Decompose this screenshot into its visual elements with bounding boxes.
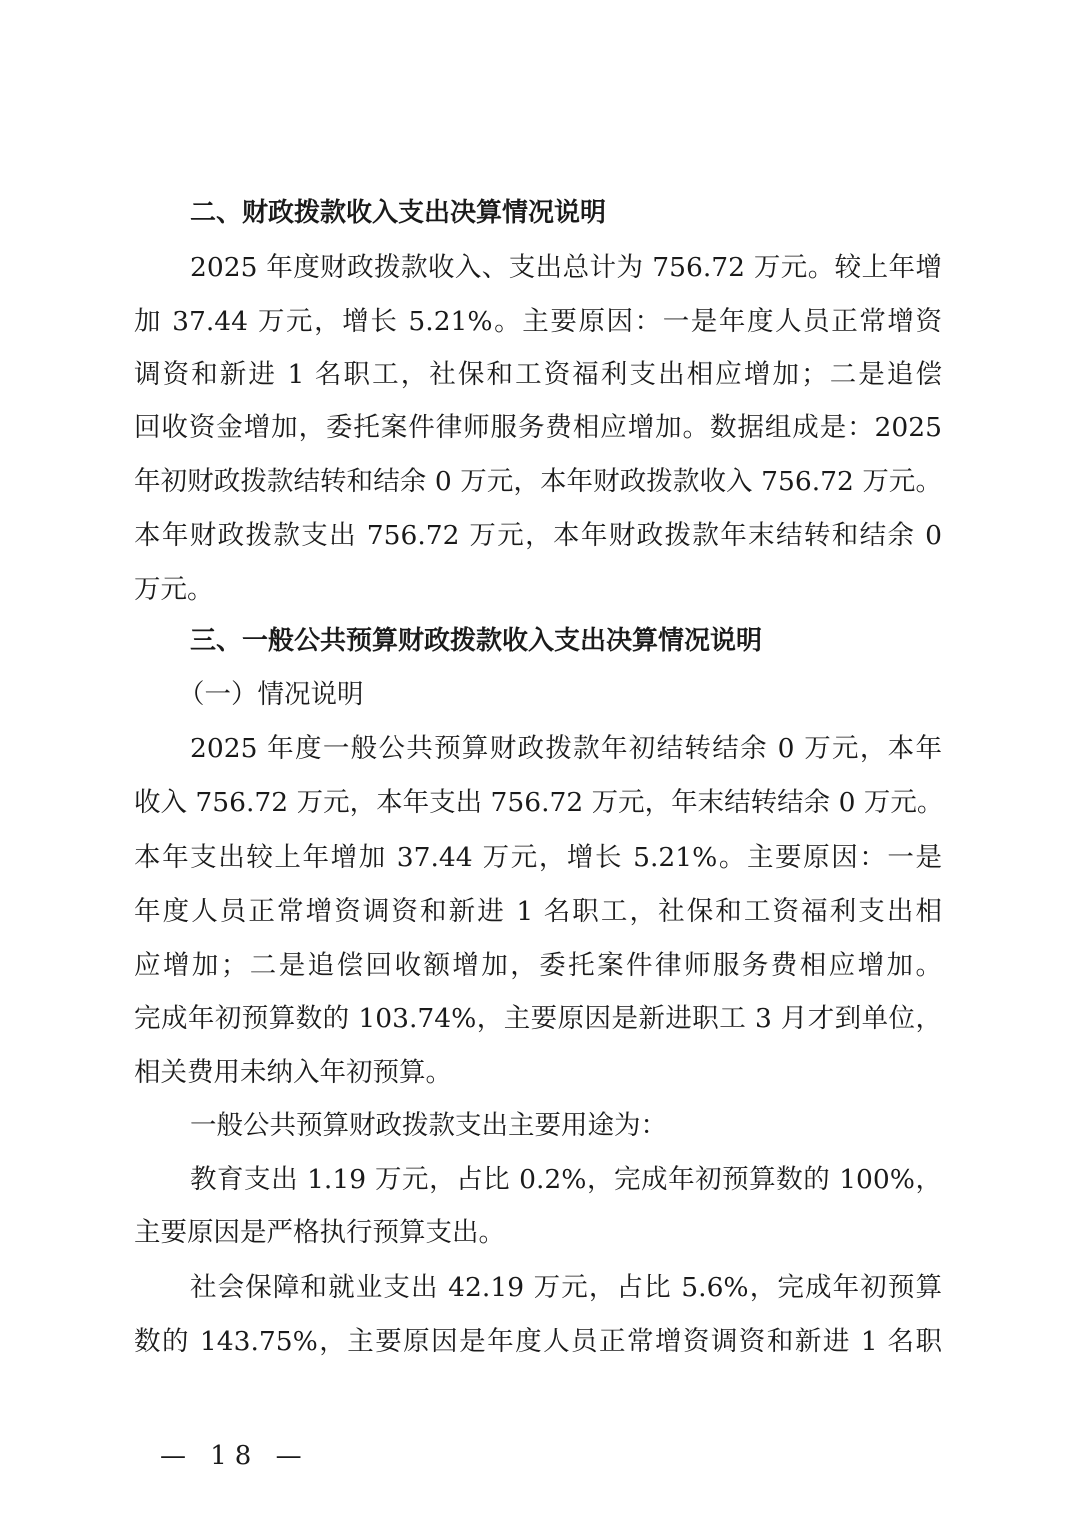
paragraph-line: 本年财政拨款支出 756.72 万元，本年财政拨款年末结转和结余 0	[134, 520, 942, 551]
paragraph-line: 数的 143.75%，主要原因是年度人员正常增资调资和新进 1 名职	[134, 1326, 942, 1357]
page-number: — 18 —	[160, 1441, 310, 1471]
paragraph-line: 回收资金增加，委托案件律师服务费相应增加。数据组成是：2025	[134, 412, 942, 443]
section-heading-2: 二、财政拨款收入支出决算情况说明	[190, 198, 607, 228]
paragraph-line: 调资和新进 1 名职工，社保和工资福利支出相应增加；二是追偿	[134, 359, 942, 390]
paragraph-line: 社会保障和就业支出 42.19 万元，占比 5.6%，完成年初预算	[190, 1272, 942, 1303]
paragraph-line: 本年支出较上年增加 37.44 万元，增长 5.21%。主要原因：一是	[134, 842, 942, 873]
paragraph-line: 年初财政拨款结转和结余 0 万元，本年财政拨款收入 756.72 万元。	[134, 466, 942, 497]
paragraph-line: 完成年初预算数的 103.74%，主要原因是新进职工 3 月才到单位，	[134, 1003, 942, 1034]
paragraph-line: 应增加；二是追偿回收额增加，委托案件律师服务费相应增加。	[134, 950, 942, 981]
paragraph-line: 万元。	[134, 574, 214, 605]
paragraph-line: 收入 756.72 万元，本年支出 756.72 万元，年末结转结余 0 万元。	[134, 787, 944, 818]
paragraph-line: 2025 年度一般公共预算财政拨款年初结转结余 0 万元，本年	[190, 733, 942, 764]
paragraph-line: 教育支出 1.19 万元，占比 0.2%，完成年初预算数的 100%，	[190, 1164, 942, 1195]
paragraph-line: 相关费用未纳入年初预算。	[134, 1057, 452, 1088]
paragraph-line: 2025 年度财政拨款收入、支出总计为 756.72 万元。较上年增	[190, 252, 942, 283]
paragraph-line: 主要原因是严格执行预算支出。	[134, 1217, 505, 1248]
paragraph-line: 加 37.44 万元，增长 5.21%。主要原因：一是年度人员正常增资	[134, 306, 942, 337]
section-heading-3: 三、一般公共预算财政拨款收入支出决算情况说明	[190, 626, 763, 656]
paragraph-line: 年度人员正常增资调资和新进 1 名职工，社保和工资福利支出相	[134, 896, 942, 927]
paragraph-line: 一般公共预算财政拨款支出主要用途为：	[190, 1110, 667, 1141]
subsection-heading: （一）情况说明	[178, 679, 364, 710]
